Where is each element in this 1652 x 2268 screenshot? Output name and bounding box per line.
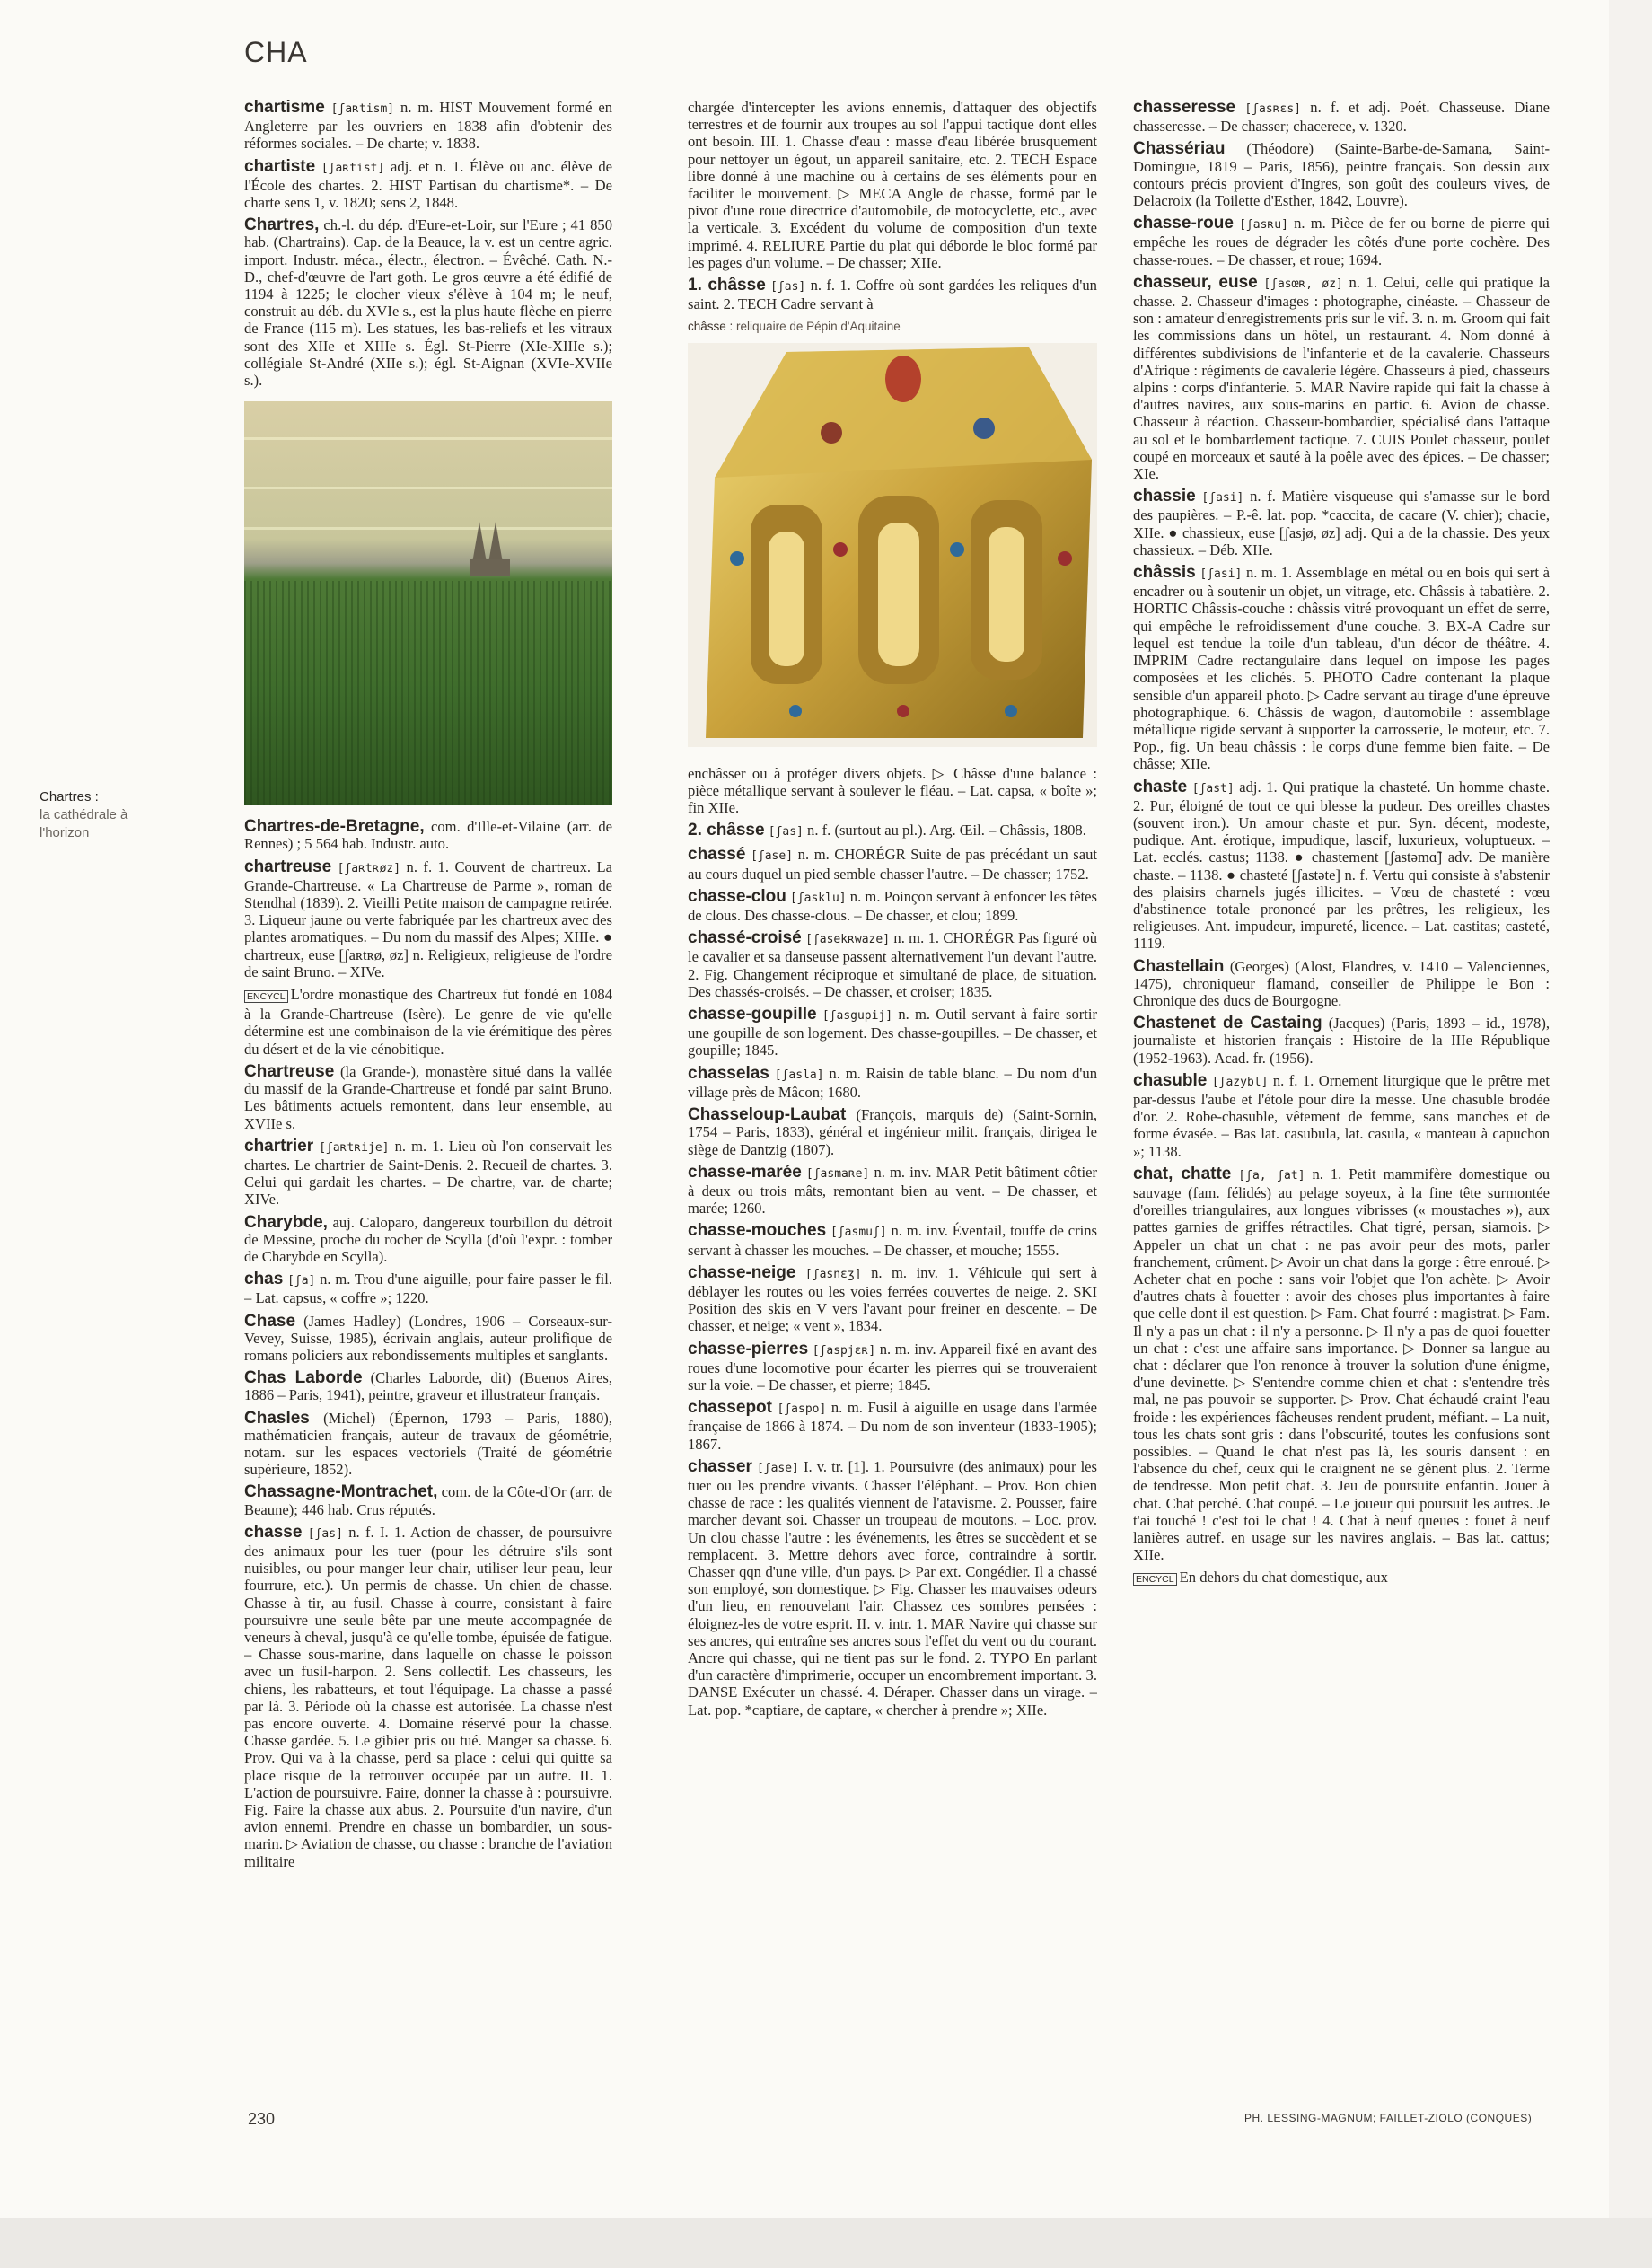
dictionary-entry bbox=[688, 1458, 1097, 1719]
dictionary-entry bbox=[1133, 1569, 1550, 1588]
entry-definition: n. f. (surtout au pl.). Arg. Œil. – Châssis, 1808. bbox=[807, 822, 1086, 840]
entry-headword: chasseur, euse bbox=[1133, 272, 1258, 292]
entry-definition: n. m. inv. 1. Véhicule qui sert à déblayer les routes ou les voies ferrées couvertes de neige. 2. SKI Position des skis en V vers l'avant pour freiner en descente. – De chasser, et neige; « vent », 1834. bbox=[688, 1263, 1097, 1335]
encyclopedic-marker: ENCYCL bbox=[244, 990, 288, 1003]
entry-definition: n. m. HIST Mouvement formé en Angleterre par les ouvriers en 1838 afin d'obtenir des réformes sociales. – De charte; v. 1838. bbox=[244, 99, 612, 153]
dictionary-entry bbox=[688, 1341, 1097, 1394]
entry-definition: n. 1. Petit mammifère domestique ou sauvage (fam. félidés) au pelage soyeux, à la fine tête surmontée d'oreilles triangulaires, aux longues vibrisses (« moustaches »), aux pattes garnies de griffes rétractiles. Chat tigré, persan, siamois. ▷ Appeler un chat un chat : ne pas avoir peur des mots, parler franchement, crûment. ▷ Avoir un chat dans la gorge : être enroué. ▷ Acheter chat en poche : sans voir l'objet que l'on achète. ▷ Avoir d'autres chats à fouetter : avoir des choses plus importantes à faire que celle dont il est question. ▷ Fam. Chat fourré : magistrat. ▷ Fam. Il n'y a pas un chat : il n'y a personne. ▷ Il n'y a pas de quoi fouetter un chat : c'est une affaire sans importance. ▷ Donner sa langue au chat : déclarer que l'on renonce à trouver la solution d'une énigme, d'une devinette. ▷ S'entendre comme chien et chat : s'entendre très mal, ne pas pouvoir se supporter. ▷ Prov. Chat échaudé craint l'eau froide : les expériences fâcheuses rendent prudent, méfiant. – La nuit, tous les chats sont gris : dans l'obscurité, toutes les confusions sont possibles. – Quand le chat n'est pas là, les souris dansent : en l'absence du chef, ceux qui le craignent ne se gênent plus. 2. Terme de tendresse. Mon petit chat. 3. Jeu de poursuite enfantin. Jouer à chat. Chat perché. Chat coupé. – Le joueur qui poursuit les autres. Je t'ai touché ! c'est toi le chat ! 4. Chat à neuf queues : fouet à neuf lanières autref. en usage sur les navires anglais. – Bas lat. cattus; XIIe. bbox=[1133, 1165, 1550, 1564]
encyclopedic-marker: ENCYCL bbox=[1133, 1573, 1177, 1586]
entry-definition: (Charles Laborde, dit) (Buenos Aires, 1886 – Paris, 1941), peintre, graveur et illustrateur français. bbox=[244, 1369, 612, 1404]
dictionary-entry bbox=[244, 1270, 612, 1306]
entry-definition: n. f. I. 1. Action de chasser, de poursuivre des animaux pour les tuer (pour les détruire s'ils sont nuisibles, ou pour manger leur chair, utiliser leur peau, leur fourrure, etc.). Un permis de chasse. Un chien de chasse. Chasse à tir, au fusil. Chasse à courre, consistant à faire poursuivre une seule bête par une meute accompagnée de veneurs à cheval, jusqu'à ce qu'elle tombe, épuisée de fatigue. – Chasse sous-marine, dans laquelle on chasse le poisson avec un fusil-harpon. 2. Sens collectif. Les chasseurs, les chiens, les rabatteurs, et tout l'équipage. La chasse a passé par là. 3. Période où la chasse est autorisée. La chasse n'est pas encore ouverte. 4. Domaine réservé pour la chasse. Chasse gardée. 5. Le gibier pris ou tué. Manger sa chasse. 6. Prov. Qui va à la chasse, perd sa place : celui qui quitte sa place risque de la retrouver occupée par un autre. II. 1. L'action de poursuivre. Faire, donner la chasse à : poursuivre. Fig. Faire la chasse aux abus. 2. Poursuite d'un navire, d'un avion ennemi. Prendre en chasse un bombardier, un sous-marin. ▷ Aviation de chasse, ou chasse : branche de l'aviation militaire bbox=[244, 1523, 612, 1870]
entry-pronunciation: [ʃast] bbox=[1191, 781, 1235, 796]
photo-reliquary-chasse bbox=[688, 343, 1097, 747]
entry-pronunciation: [ʃaspo] bbox=[777, 1402, 827, 1417]
caption-head: châsse : bbox=[688, 320, 734, 334]
entry-pronunciation: [ʃas] bbox=[770, 280, 806, 294]
dictionary-entry bbox=[1133, 1072, 1550, 1160]
entry-definition: n. f. Matière visqueuse qui s'amasse sur le bord des paupières. – P.-ê. lat. pop. *caccita, de cacare (V. chier); chacie, XIIe. ● chassieux, euse [ʃasjø, øz] adj. Qui a de la chassie. Des yeux chassieux. – Déb. XIIe. bbox=[1133, 488, 1550, 558]
entry-headword: chartrier bbox=[244, 1136, 314, 1156]
entry-definition: n. m. Pièce de fer ou borne de pierre qui empêche les roues de dégrader les côtés d'une porte cochère. Des chasse-roues. – De chasser, et roue; 1694. bbox=[1133, 215, 1550, 268]
dictionary-entry bbox=[244, 99, 612, 153]
entry-pronunciation: [ʃasœʀ, øz] bbox=[1263, 277, 1343, 291]
entry-definition: (James Hadley) (Londres, 1906 – Corseaux-sur-Vevey, Suisse, 1985), écrivain anglais, auteur prolifique de romans policiers aux rebondissements multiples et sanglants. bbox=[244, 1312, 612, 1364]
entry-definition: n. m. inv. MAR Petit bâtiment côtier à deux ou trois mâts, remontant bien au vent. – De chasser, et marée; 1260. bbox=[688, 1163, 1097, 1218]
entry-headword: Chartres, bbox=[244, 215, 320, 235]
entry-definition: n. f. 1. Couvent de chartreux. La Grande-Chartreuse. « La Chartreuse de Parme », roman de Stendhal (1839). 2. Vieilli Petite maison de campagne retirée. 3. Liqueur jaune ou verte fabriquée par les chartreux avec des plantes aromatiques. – Du nom du massif des Alpes; XIIIe. ● chartreux, euse [ʃaʀtʀø, øz] n. Religieux, religieuse de l'ordre de saint Bruno. – XIVe. bbox=[244, 857, 612, 980]
entry-headword: chassepot bbox=[688, 1398, 772, 1418]
entry-definition: (Michel) (Épernon, 1793 – Paris, 1880), mathématicien français, auteur de travaux de géométrie, notam. sur les espaces vectoriels (Traité de géométrie supérieure, 1852). bbox=[244, 1409, 612, 1479]
entry-definition: n. m. 1. CHORÉGR Pas figuré où le cavalier et sa danseuse passent alternativement l'un devant l'autre. 2. Fig. Changement réciproque et simultané de place, de situation. Des chassés-croisés. – De chasser, et croiser; 1835. bbox=[688, 929, 1097, 1000]
entries-col3 bbox=[1133, 99, 1550, 1589]
entry-headword: chartisme bbox=[244, 99, 325, 117]
entry-headword: chasse-neige bbox=[688, 1262, 796, 1282]
entry-definition: enchâsser ou à protéger divers objets. ▷ Châsse d'une balance : pièce métallique servant à soulever le fléau. – Lat. capsa, « boîte »; fin XIIe. bbox=[688, 764, 1097, 817]
dictionary-entry bbox=[688, 822, 1097, 840]
dictionary-entry bbox=[244, 158, 612, 212]
entry-pronunciation: [ʃaʀtʀije] bbox=[319, 1140, 390, 1155]
entries-col2-bottom bbox=[688, 765, 1097, 1719]
dictionary-entry bbox=[688, 888, 1097, 924]
entry-pronunciation: [ʃasnɛʒ] bbox=[804, 1267, 862, 1281]
entry-headword: Charybde, bbox=[244, 1212, 328, 1232]
caption-text: la cathédrale à l'horizon bbox=[40, 807, 128, 840]
entry-headword: Chassériau bbox=[1133, 139, 1226, 159]
entry-definition: adj. 1. Qui pratique la chasteté. Un homme chaste. 2. Pur, éloigné de tout ce qui blesse la pudeur. Des oreilles chastes (souvent iron.). Un amour chaste et pur. Syn. décent, modeste, pudique. Ant. érotique, impudique, lascif, luxurieux, voluptueux. – Lat. ecclés. castus; 1138. ● chastement [ʃastəmɑ̃] adv. De manière chaste. – 1138. ● chasteté [ʃastəte] n. f. Vertu qui consiste à s'abstenir des plaisirs charnels jugés illicites. – Vœu de chasteté : vœu d'abstinence totale prononcé par les prêtres, les religieux, les religieuses. Ant. impudeur, impureté, licence. – Lat. castitas; casteté, 1119. bbox=[1133, 778, 1550, 953]
dictionary-entry bbox=[688, 1264, 1097, 1335]
dictionary-entry bbox=[1133, 215, 1550, 268]
caption-text: reliquaire de Pépin d'Aquitaine bbox=[736, 320, 901, 334]
entry-definition: L'ordre monastique des Chartreux fut fondé en 1084 à la Grande-Chartreuse (Isère). Le genre de vie qu'elle détermine est une combinaison de la vie érémitique des pères du désert et de la vie cénobitique. bbox=[244, 986, 612, 1058]
entry-definition: n. m. inv. Éventail, touffe de crins servant à chasser les mouches. – De chasser, et mouche; 1555. bbox=[688, 1222, 1097, 1259]
dictionary-entry bbox=[688, 1164, 1097, 1218]
entry-pronunciation: [ʃa] bbox=[287, 1274, 316, 1288]
dictionary-entry bbox=[688, 277, 1097, 312]
dictionary-entry bbox=[1133, 1015, 1550, 1067]
entry-definition: n. m. Raisin de table blanc. – Du nom d'un village près de Mâcon; 1680. bbox=[688, 1064, 1097, 1101]
entry-headword: chasse-goupille bbox=[688, 1005, 817, 1024]
dictionary-entry bbox=[244, 818, 612, 852]
entries-col2-top bbox=[688, 99, 1097, 312]
entry-definition: n. m. Poinçon servant à enfoncer les têtes de clous. Des chasse-clous. – De chasser, et clou; 1899. bbox=[688, 887, 1097, 925]
entry-headword: chartiste bbox=[244, 156, 316, 176]
dictionary-entry bbox=[1133, 99, 1550, 135]
entry-pronunciation: [ʃas] bbox=[307, 1526, 343, 1541]
entry-definition: (la Grande-), monastère situé dans la vallée du massif de la Grande-Chartreuse et fondé par saint Bruno. Les bâtiments actuels remontent, dans leur ensemble, au XVIIe s. bbox=[244, 1062, 612, 1132]
dictionary-entry bbox=[688, 1222, 1097, 1258]
dictionary-entry bbox=[688, 1106, 1097, 1158]
dictionary-entry bbox=[688, 765, 1097, 817]
entry-pronunciation: [ʃasmuʃ] bbox=[830, 1226, 887, 1240]
entry-headword: chassé-croisé bbox=[688, 928, 802, 948]
entry-definition: n. m. 1. Assemblage en métal ou en bois qui sert à encadrer ou à soutenir un objet, un vitrage, etc. Châssis à tabatière. 2. HORTIC Châssis-couche : châssis vitré provoquant un effet de serre, qui empêche le refroidissement d'une couche. 3. BX-A Cadre sur lequel est tendue la toile d'un tableau, d'un décor de théâtre. 4. IMPRIM Cadre rectangulaire dans lequel on impose les pages composées et les clichés. 5. PHOTO Cadre contenant la plaque sensible d'un appareil photo. ▷ Cadre servant au tirage d'une épreuve photographique. 6. Châssis de wagon, d'automobile : assemblage métallique rigide servant à supporter la carrosserie, le moteur, etc. 7. Pop., fig. Un beau châssis : le corps d'une femme bien faite. – De châsse; XIIe. bbox=[1133, 564, 1550, 773]
entry-pronunciation: [ʃaʀtʀøz] bbox=[337, 861, 401, 875]
dictionary-entry bbox=[1133, 778, 1550, 953]
entry-pronunciation: [ʃa, ʃat] bbox=[1238, 1168, 1305, 1182]
entry-definition: n. m. CHORÉGR Suite de pas précédant un saut au cours duquel un pied semble chasser l'autre. – De chasser; 1752. bbox=[688, 846, 1097, 883]
dictionary-entry bbox=[688, 846, 1097, 882]
dictionary-entry bbox=[244, 1524, 612, 1870]
dictionary-entry bbox=[688, 1065, 1097, 1101]
entry-headword: Chastenet de Castaing bbox=[1133, 1014, 1322, 1033]
entry-definition: n. 1. Celui, celle qui pratique la chasse. 2. Chasseur d'images : photographe, cinéaste. – Chasseur de son : amateur d'enregistrements pris sur le vif. 3. n. m. Groom qui fait les commissions dans un hôtel, un restaurant. 4. Nom donné à différentes subdivisions de l'infanterie et de la cavalerie. Chasseurs d'Afrique : régiments de cavalerie légère. Chasseurs à pied, chasseurs alpins : corps d'infanterie. 5. MAR Navire rapide qui fait la chasse à d'autres navires, aux sous-marins en partic. 6. Avion de chasse. Chasseur à réaction. Chasseur-bombardier, spécialisé dans l'attaque au sol et le bombardement tactique. 7. CUIS Poulet chasseur, poulet coupé en morceaux et sauté à la poêle avec des épices. – De chasser; XIe. bbox=[1133, 273, 1550, 483]
entry-headword: 1. châsse bbox=[688, 276, 766, 295]
dictionary-entry bbox=[1133, 564, 1550, 772]
entry-pronunciation: [ʃasla] bbox=[774, 1068, 824, 1082]
entry-headword: Chase bbox=[244, 1311, 296, 1331]
photo-credit: PH. LESSING-MAGNUM; FAILLET-ZIOLO (CONQUES) bbox=[1244, 2112, 1533, 2124]
entry-definition: n. m. 1. Lieu où l'on conservait les chartes. Le chartrier de Saint-Denis. 2. Recueil de chartes. 3. Celui qui gardait les chartes. – De chartre, var. de charte; XIVe. bbox=[244, 1137, 612, 1209]
column-2 bbox=[688, 99, 1097, 2101]
entry-definition: n. m. Trou d'une aiguille, pour faire passer le fil. – Lat. capsus, « coffre »; 1220. bbox=[244, 1270, 612, 1307]
entries-col1-top bbox=[244, 99, 612, 389]
entry-pronunciation: [ʃasmaʀe] bbox=[805, 1166, 870, 1181]
entry-pronunciation: [ʃasi] bbox=[1201, 491, 1244, 505]
entry-definition: com. d'Ille-et-Vilaine (arr. de Rennes) ; 5 564 hab. Industr. auto. bbox=[244, 818, 612, 853]
entry-headword: Chartreuse bbox=[244, 1061, 335, 1081]
entry-headword: chasuble bbox=[1133, 1070, 1208, 1090]
entry-pronunciation: [ʃase] bbox=[756, 1461, 799, 1475]
entry-definition: n. f. 1. Coffre où sont gardées les reliques d'un saint. 2. TECH Cadre servant à bbox=[688, 277, 1097, 313]
dictionary-entry bbox=[1133, 274, 1550, 482]
entry-definition: (Jacques) (Paris, 1893 – id., 1978), journaliste et historien français : Histoire de la IIIe République (1952-1963). Acad. fr. (1956). bbox=[1133, 1015, 1550, 1067]
entry-headword: chassie bbox=[1133, 487, 1196, 506]
dictionary-entry bbox=[1133, 1165, 1550, 1564]
entry-pronunciation: [ʃaʀtist] bbox=[321, 161, 385, 175]
entry-pronunciation: [ʃasʀɛs] bbox=[1244, 102, 1302, 116]
entry-headword: chasse-clou bbox=[688, 886, 786, 906]
entry-headword: châssis bbox=[1133, 563, 1196, 583]
page-number: 230 bbox=[248, 2110, 276, 2128]
entry-pronunciation: [ʃasklu] bbox=[790, 891, 847, 905]
entry-pronunciation: [ʃaspjɛʀ] bbox=[812, 1343, 876, 1358]
entry-headword: chartreuse bbox=[244, 857, 332, 876]
entry-headword: chasseresse bbox=[1133, 99, 1236, 117]
entry-pronunciation: [ʃase] bbox=[751, 849, 794, 864]
entry-pronunciation: [ʃasi] bbox=[1199, 567, 1243, 582]
entry-pronunciation: [ʃasekʀwaze] bbox=[805, 933, 891, 947]
entry-headword: chasser bbox=[688, 1456, 752, 1476]
entry-pronunciation: [ʃaʀtism] bbox=[330, 102, 395, 116]
dictionary-entry bbox=[244, 1138, 612, 1209]
dictionary-entry bbox=[688, 1006, 1097, 1059]
entry-definition: (Georges) (Alost, Flandres, v. 1410 – Valenciennes, 1475), chroniqueur flamand, conseiller de Philippe le Bon : Chronique des ducs de Bourgogne. bbox=[1133, 957, 1550, 1009]
dictionary-entry bbox=[688, 1399, 1097, 1453]
entry-definition: n. m. inv. Appareil fixé en avant des roues d'une locomotive pour écarter les pierres qui se trouveraient sur la voie. – De chasser, et pierre; 1845. bbox=[688, 1340, 1097, 1393]
photo-caption-chasse bbox=[688, 318, 1097, 335]
entry-headword: chasse-marée bbox=[688, 1162, 802, 1182]
dictionary-entry bbox=[244, 1410, 612, 1479]
entry-pronunciation: [ʃasgupij] bbox=[822, 1009, 893, 1024]
entry-headword: Chastellain bbox=[1133, 956, 1225, 976]
entry-definition: chargée d'intercepter les avions ennemis, d'attaquer des objectifs terrestres et de fournir aux troupes au sol l'appui tactique dont elles ont besoin. III. 1. Chasse d'eau : masse d'eau libérée brusquement pour nettoyer un égout, un appareil sanitaire, etc. 2. TECH Espace libre donné à une machine ou à certains de ses éléments pour en faciliter le mouvement. ▷ MECA Angle de chasse, formé par le pivot d'une roue directrice d'automobile, de motocyclette, etc., avec la verticale. 3. Excédent du volume de composition d'un texte imprimé. 4. RELIURE Partie du plat qui déborde le bloc formé par les pages d'un volume. – De chasser; XIIe. bbox=[688, 99, 1097, 271]
entry-headword: 2. châsse bbox=[688, 821, 765, 840]
dictionary-entry bbox=[244, 1214, 612, 1266]
entry-definition: n. f. et adj. Poét. Chasseuse. Diane chasseresse. – De chasser; chacerece, v. 1320. bbox=[1133, 99, 1550, 136]
entry-definition: n. f. 1. Ornement liturgique que le prêtre met par-dessus l'aube et l'étole pour dire la messe. Une chasuble brodée d'or. 2. Robe-chasuble, vêtement de femme, sans manches et de forme évasée. – Bas lat. casubula, lat. casula, « manteau à capuchon »; 1138. bbox=[1133, 1071, 1550, 1160]
entry-pronunciation: [ʃas] bbox=[768, 825, 804, 840]
dictionary-entry bbox=[244, 1369, 612, 1403]
dictionary-entry bbox=[688, 99, 1097, 271]
entries-col1-bottom bbox=[244, 818, 612, 1870]
entry-definition: En dehors du chat domestique, aux bbox=[1179, 1569, 1388, 1587]
column-1 bbox=[244, 99, 612, 2101]
entry-definition: com. de la Côte-d'Or (arr. de Beaune); 446 hab. Crus réputés. bbox=[244, 1483, 612, 1518]
entry-definition: adj. et n. 1. Élève ou anc. élève de l'École des chartes. 2. HIST Partisan du chartisme*. – De charte sens 1, v. 1820; sens 2, 1848. bbox=[244, 157, 612, 212]
dictionary-entry bbox=[688, 929, 1097, 1000]
entry-headword: chasse bbox=[244, 1522, 303, 1542]
entry-headword: Chasseloup-Laubat bbox=[688, 1105, 847, 1125]
dictionary-entry bbox=[244, 216, 612, 389]
dictionary-entry bbox=[1133, 958, 1550, 1010]
entry-headword: chasse-roue bbox=[1133, 214, 1234, 233]
scan-margin bbox=[0, 2218, 1652, 2268]
entry-pronunciation: [ʃasʀu] bbox=[1239, 218, 1288, 233]
entry-headword: chat, chatte bbox=[1133, 1164, 1232, 1183]
entry-headword: chasse-mouches bbox=[688, 1221, 827, 1241]
photo-caption-chartres bbox=[40, 788, 174, 842]
entry-definition: auj. Caloparo, dangereux tourbillon du détroit de Messine, proche du rocher de Scylla (d'où l'expr. : tomber de Charybde en Scylla). bbox=[244, 1213, 612, 1265]
dictionary-entry bbox=[244, 858, 612, 980]
entry-headword: chasselas bbox=[688, 1063, 769, 1083]
dictionary-entry bbox=[244, 1063, 612, 1132]
entry-headword: Chartres-de-Bretagne, bbox=[244, 817, 425, 837]
entry-pronunciation: [ʃazybl] bbox=[1211, 1075, 1269, 1089]
entry-headword: chas bbox=[244, 1270, 284, 1289]
running-head: CHA bbox=[244, 36, 308, 68]
photo-chartres-cathedral bbox=[244, 401, 612, 805]
dictionary-entry bbox=[1133, 140, 1550, 209]
entry-headword: chasse-pierres bbox=[688, 1339, 809, 1358]
entry-definition: n. m. Outil servant à faire sortir une goupille de son logement. Des chasse-goupilles. – De chasser, et goupille; 1845. bbox=[688, 1006, 1097, 1059]
entry-headword: chaste bbox=[1133, 777, 1188, 796]
entry-definition: ch.-l. du dép. d'Eure-et-Loir, sur l'Eure ; 41 850 hab. (Chartrains). Cap. de la Beauce, la v. est un centre agric. import. Industr. méca., électr., électron. – Évêché. Cath. N.-D., chef-d'œuvre de l'art goth. Le gros œuvre a été édifié de 1194 à 1225; le clocher vieux s'élève à 104 m; le neuf, construit au déb. du XVIe s., est la plus haute flèche en pierre de France (115 m). Les statues, les bas-reliefs et les vitraux sont des XIIe et XIIIe s. Égl. St-Pierre (XIe-XIIIe s.); collégiale St-André (XIIe s.); égl. St-Aignan (XVIe-XVIIe s.). bbox=[244, 216, 612, 390]
column-3 bbox=[1133, 99, 1550, 2101]
dictionary-entry bbox=[244, 1313, 612, 1365]
entry-headword: Chas Laborde bbox=[244, 1368, 363, 1388]
entry-headword: Chasles bbox=[244, 1408, 310, 1428]
entry-definition: I. v. tr. [1]. 1. Poursuivre (des animaux) pour les tuer ou les prendre vivants. Chasser l'éléphant. – Prov. Bon chien chasse de race : les qualités viennent de l'atavisme. 2. Pousser, faire marcher devant soi. Chasser un troupeau de moutons. – Loc. prov. Un clou chasse l'autre : les événements, les êtres se succèdent et se remplacent. 3. Mettre dehors avec force, contraindre à sortir. Chasser qqn d'une ville, d'un pays. ▷ Par ext. Congédier. Il a chassé son employé, son domestique. ▷ Fig. Chasser les mauvaises odeurs d'un lieu, en renouvelant l'air. Chassez ces sombres pensées : éloignez-les de votre esprit. II. v. intr. 1. MAR Navire qui chasse sur ses ancres, qui entraîne ses ancres sous l'effet du vent ou du courant. Ancre qui chasse, qui ne tient pas sur le fond. 2. TYPO En parlant d'un caractère d'imprimerie, occuper un encombrement important. 3. DANSE Exécuter un chassé. 4. Déraper. Chasser dans un virage. – Lat. pop. *captiare, de captare, « chercher à prendre »; XIIe. bbox=[688, 1457, 1097, 1719]
entry-definition: (François, marquis de) (Saint-Sornin, 1754 – Paris, 1833), général et ingénieur milit. français, dirigea le siège de Dantzig (1807). bbox=[688, 1106, 1097, 1158]
entry-definition: n. m. Fusil à aiguille en usage dans l'armée française de 1866 à 1874. – Du nom de son inventeur (1833-1905); 1867. bbox=[688, 1399, 1097, 1453]
dictionary-entry bbox=[244, 986, 612, 1058]
entry-headword: Chassagne-Montrachet, bbox=[244, 1482, 438, 1502]
entry-headword: chassé bbox=[688, 845, 746, 865]
caption-head: Chartres : bbox=[40, 789, 99, 804]
entry-definition: (Théodore) (Sainte-Barbe-de-Samana, Saint-Domingue, 1819 – Paris, 1856), peintre français. Son dessin aux contours précis provient d'Ingres, son goût des couleurs vives, de Delacroix (la Toilette d'Esther, 1842, Louvre). bbox=[1133, 140, 1550, 210]
dictionary-entry bbox=[244, 1483, 612, 1517]
dictionary-entry bbox=[1133, 488, 1550, 558]
